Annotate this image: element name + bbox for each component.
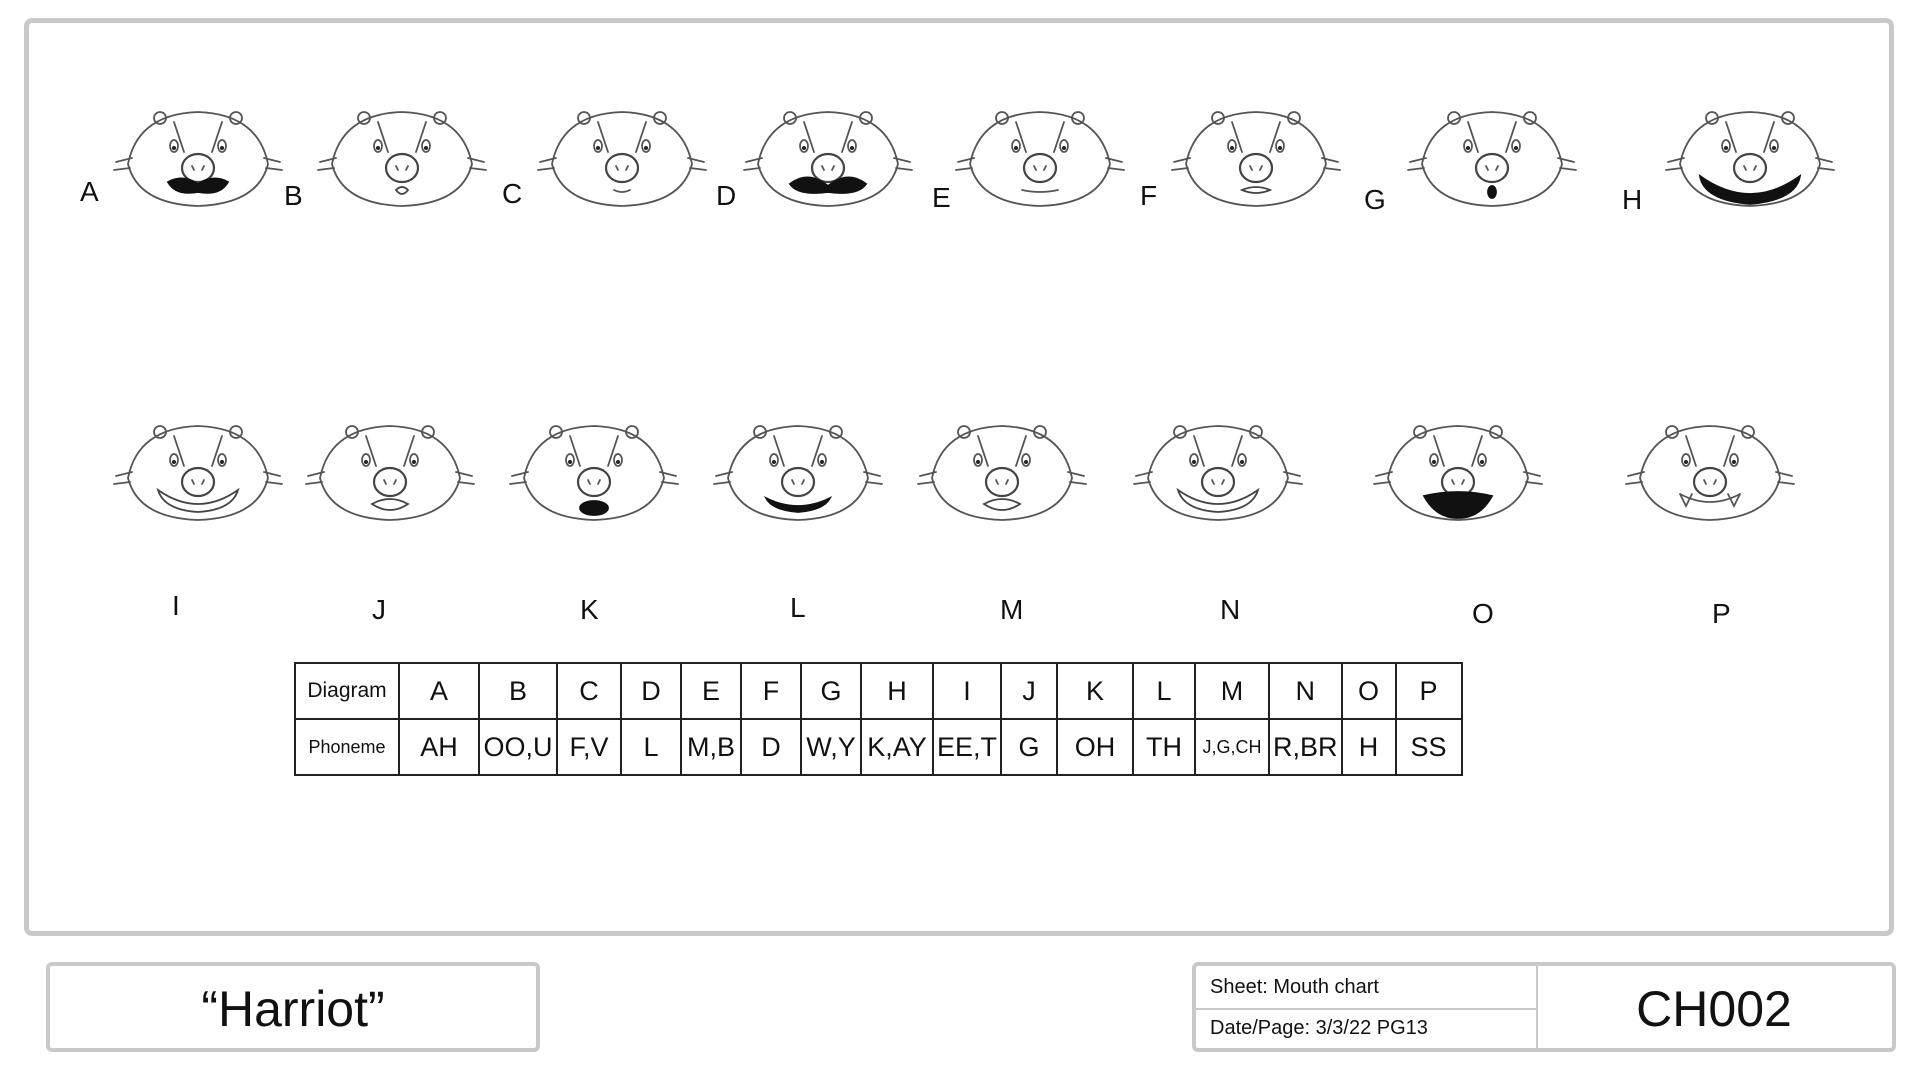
phoneme-cell: M,B xyxy=(681,719,741,775)
phoneme-row-header: Phoneme xyxy=(295,719,399,775)
character-face-sketch xyxy=(1660,104,1840,214)
diagram-row xyxy=(295,663,1462,719)
phoneme-cell: J,G,CH xyxy=(1195,719,1269,775)
character-face-sketch xyxy=(532,104,712,214)
character-face-sketch xyxy=(738,104,918,214)
diagram-letter-label: E xyxy=(932,182,951,213)
phoneme-cell: K,AY xyxy=(861,719,933,775)
character-name-box xyxy=(46,962,540,1052)
diagram-row-header: Diagram xyxy=(295,663,399,719)
diagram-cell: K xyxy=(1057,663,1133,719)
character-face-sketch xyxy=(950,104,1130,214)
mouth-diagram xyxy=(108,418,288,621)
character-name: “Harriot” xyxy=(201,981,385,1037)
phoneme-cell: F,V xyxy=(557,719,621,775)
diagram-letter-label: A xyxy=(80,176,99,207)
diagram-cell: C xyxy=(557,663,621,719)
mouth-shape xyxy=(984,499,1020,510)
mouth-shape xyxy=(614,190,630,192)
character-face-sketch xyxy=(1128,418,1308,528)
character-face-sketch xyxy=(108,418,288,528)
diagram-letter-label: P xyxy=(1712,598,1731,629)
character-face-sketch xyxy=(708,418,888,528)
character-face-sketch xyxy=(1166,104,1346,214)
diagram-cell: F xyxy=(741,663,801,719)
mouth-shape xyxy=(1488,186,1496,198)
phoneme-cell: SS xyxy=(1396,719,1462,775)
character-face-sketch xyxy=(312,104,492,214)
mouth-shape xyxy=(580,501,608,515)
phoneme-cell: L xyxy=(621,719,681,775)
diagram-letter-label: D xyxy=(716,180,737,211)
mouth-diagram xyxy=(1368,418,1548,629)
mouth-diagram xyxy=(504,418,684,625)
diagram-letter-label: H xyxy=(1622,184,1643,215)
diagram-letter-label: F xyxy=(1140,180,1158,211)
mouth-shape xyxy=(396,187,408,194)
diagram-letter-label: O xyxy=(1472,598,1494,629)
phoneme-cell: OO,U xyxy=(479,719,557,775)
character-face-sketch xyxy=(912,418,1092,528)
mouth-diagram xyxy=(300,418,480,625)
phoneme-cell: G xyxy=(1001,719,1057,775)
character-face-sketch xyxy=(300,418,480,528)
diagram-cell: J xyxy=(1001,663,1057,719)
mouth-diagram xyxy=(284,104,492,254)
diagram-letter-label: G xyxy=(1364,184,1386,215)
diagram-letter-label: L xyxy=(790,592,806,623)
phoneme-cell: W,Y xyxy=(801,719,861,775)
diagram-letter-label: B xyxy=(284,180,303,211)
phoneme-table xyxy=(294,662,1463,776)
mouth-shape xyxy=(766,498,830,512)
phoneme-cell: AH xyxy=(399,719,479,775)
sheet-info-details xyxy=(1196,966,1538,1048)
diagram-cell: I xyxy=(933,663,1001,719)
mouth-diagram xyxy=(1140,104,1346,254)
mouth-diagram xyxy=(1622,104,1840,254)
mouth-diagram xyxy=(716,104,918,254)
diagram-cell: O xyxy=(1342,663,1396,719)
diagram-letter-label: C xyxy=(502,178,523,209)
phoneme-cell: TH xyxy=(1133,719,1195,775)
diagram-letter-label: M xyxy=(1000,594,1024,625)
diagram-cell: A xyxy=(399,663,479,719)
mouth-diagram xyxy=(1128,418,1308,625)
mouth-diagram xyxy=(1364,104,1582,254)
diagram-cell: D xyxy=(621,663,681,719)
sheet-code: CH002 xyxy=(1636,981,1792,1037)
mouth-diagram xyxy=(1620,418,1800,629)
mouth-shape xyxy=(1242,187,1270,193)
diagram-cell: E xyxy=(681,663,741,719)
phoneme-cell: D xyxy=(741,719,801,775)
diagram-letter-label: I xyxy=(172,590,180,621)
character-face-sketch xyxy=(1620,418,1800,528)
mouth-diagram xyxy=(912,418,1092,625)
diagram-cell: M xyxy=(1195,663,1269,719)
sheet-name: Sheet: Mouth chart xyxy=(1210,976,1379,998)
phoneme-cell: OH xyxy=(1057,719,1133,775)
mouth-diagram xyxy=(502,104,712,254)
diagram-cell: P xyxy=(1396,663,1462,719)
mouth-diagram xyxy=(932,104,1130,254)
sheet-info-box xyxy=(1192,962,1896,1052)
diagram-letter-label: K xyxy=(580,594,599,625)
phoneme-cell: EE,T xyxy=(933,719,1001,775)
diagram-cell: H xyxy=(861,663,933,719)
phoneme-cell: R,BR xyxy=(1269,719,1342,775)
mouth-diagram xyxy=(80,104,288,254)
diagram-cell: B xyxy=(479,663,557,719)
date-page: Date/Page: 3/3/22 PG13 xyxy=(1210,1017,1428,1039)
mouth-shape xyxy=(372,499,408,510)
diagram-cell: G xyxy=(801,663,861,719)
phoneme-cell: H xyxy=(1342,719,1396,775)
character-face-sketch xyxy=(1402,104,1582,214)
mouth-diagram xyxy=(708,418,888,623)
character-face-sketch xyxy=(504,418,684,528)
diagram-letter-label: N xyxy=(1220,594,1241,625)
mouth-shape xyxy=(1022,190,1058,192)
phoneme-row xyxy=(295,719,1462,775)
diagram-letter-label: J xyxy=(372,594,386,625)
character-face-sketch xyxy=(1368,418,1548,528)
mouth-shape xyxy=(1424,492,1492,518)
character-face-sketch xyxy=(108,104,288,214)
diagram-cell: L xyxy=(1133,663,1195,719)
diagram-cell: N xyxy=(1269,663,1342,719)
